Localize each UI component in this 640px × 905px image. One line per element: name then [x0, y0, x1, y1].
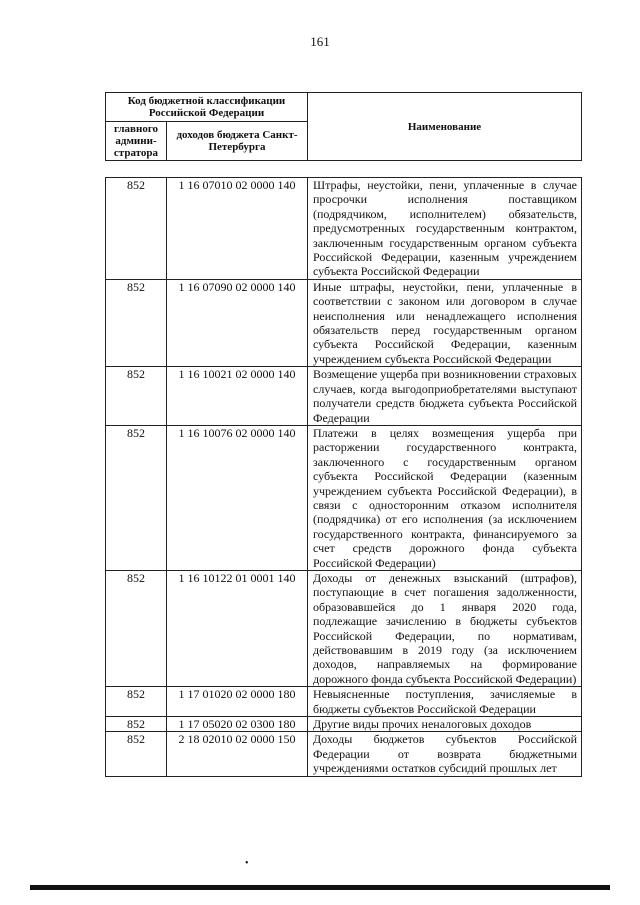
table-row — [106, 717, 582, 732]
codes-table — [105, 177, 582, 777]
name-cell: Штрафы, неустойки, пени, уплаченные в случае просрочки исполнения поставщиком (подрядчиком, исполнителем) обязательств, предусмотренных государственным контрактом, заключенным государственным органом субъекта Российской Федерации, казенным учреждением субъекта Российской Федерации — [308, 178, 582, 280]
table-row — [106, 367, 582, 426]
admin-code-cell: 852 — [106, 178, 167, 280]
table-row — [106, 732, 582, 776]
name-cell: Доходы бюджетов субъектов Российской Федерации от возврата бюджетными учреждениями остатков субсидий прошлых лет — [308, 732, 582, 776]
budget-code-cell: 1 16 07090 02 0000 140 — [167, 279, 308, 366]
budget-code-cell: 1 17 05020 02 0300 180 — [167, 717, 308, 732]
admin-code-cell: 852 — [106, 717, 167, 732]
admin-code-cell: 852 — [106, 687, 167, 717]
name-cell: Иные штрафы, неустойки, пени, уплаченные в соответствии с законом или договором в случае неисполнения или ненадлежащего исполнения обязательств перед государственным органом субъекта Российской Федерации, казенным учреждением субъекта Российской Федерации — [308, 279, 582, 366]
budget-code-cell: 1 16 10076 02 0000 140 — [167, 425, 308, 570]
code-group-header: Код бюджетной классификации Российской Федерации — [106, 93, 308, 122]
name-cell: Платежи в целях возмещения ущерба при расторжении государственного контракта, заключенного с государственным органом субъекта Российской Федерации (казенным учреждением субъекта Российской Федерации), в связи с односторонним отказом исполнителя (подрядчика) от его исполнения (за исключением государственного контракта, финансируемого за счет средств дорожного фонда субъекта Российской Федерации) — [308, 425, 582, 570]
budget-code-cell: 2 18 02010 02 0000 150 — [167, 732, 308, 776]
name-column-header: Наименование — [308, 93, 582, 161]
admin-code-cell: 852 — [106, 425, 167, 570]
budget-code-cell: 1 17 01020 02 0000 180 — [167, 687, 308, 717]
header-table — [105, 92, 582, 161]
footer-rule — [30, 885, 610, 890]
admin-code-cell: 852 — [106, 570, 167, 686]
table-row — [106, 425, 582, 570]
admin-code-cell: 852 — [106, 279, 167, 366]
name-cell: Возмещение ущерба при возникновении страховых случаев, когда выгодоприобретателями выступают получатели средств бюджета субъекта Российской Федерации — [308, 367, 582, 426]
name-cell: Невыясненные поступления, зачисляемые в бюджеты субъектов Российской Федерации — [308, 687, 582, 717]
admin-column-header: главного админи-стратора — [106, 122, 167, 161]
page-number: 161 — [310, 34, 330, 49]
budget-code-cell: 1 16 07010 02 0000 140 — [167, 178, 308, 280]
stray-mark: • — [245, 858, 249, 869]
table-row — [106, 178, 582, 280]
admin-code-cell: 852 — [106, 367, 167, 426]
budget-code-cell: 1 16 10122 01 0001 140 — [167, 570, 308, 686]
table-row — [106, 687, 582, 717]
table-row — [106, 279, 582, 366]
income-column-header: доходов бюджета Санкт-Петербурга — [167, 122, 308, 161]
name-cell: Другие виды прочих неналоговых доходов — [308, 717, 582, 732]
table-row — [106, 570, 582, 686]
admin-code-cell: 852 — [106, 732, 167, 776]
budget-code-cell: 1 16 10021 02 0000 140 — [167, 367, 308, 426]
name-cell: Доходы от денежных взысканий (штрафов), поступающие в счет погашения задолженности, образовавшейся до 1 января 2020 года, подлежащие зачислению в бюджеты субъектов Российской Федерации, по нормативам, действовавшим в 2019 году (за исключением доходов, направляемых на формирование дорожного фонда субъекта Российской Федерации) — [308, 570, 582, 686]
